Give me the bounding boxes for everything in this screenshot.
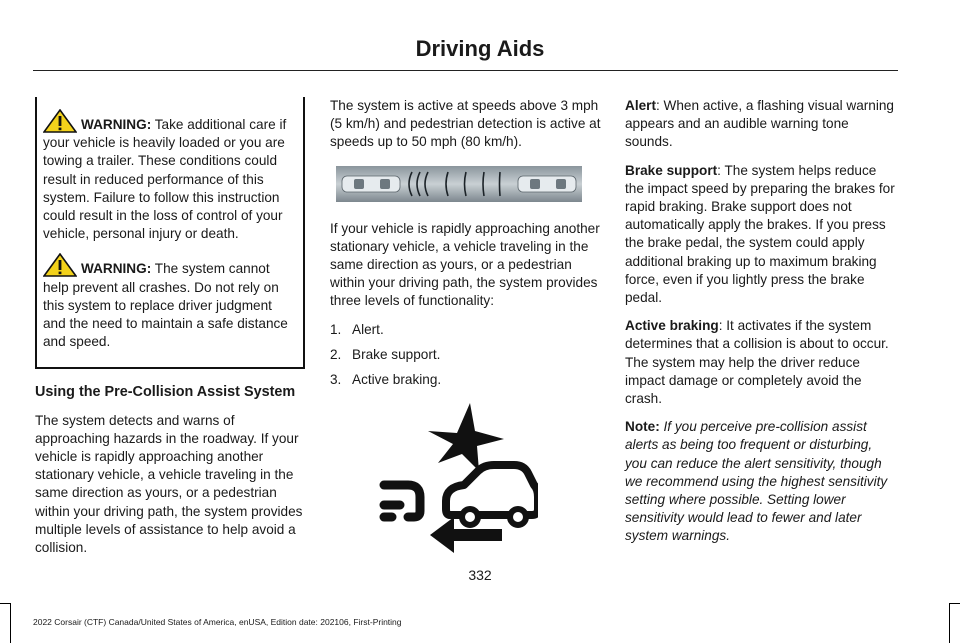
note-paragraph: Note: If you perceive pre-collision assist alerts as being too frequent or disturbing, you can reduce the alert sensitivity, though we recommend using the highest sensitivity setting where possible. Setting lower sensitivity would lead to fewer and later system warnings.	[625, 419, 888, 544]
section-heading: Using the Pre-Collision Assist System	[35, 384, 296, 401]
page-number: 332	[468, 567, 492, 583]
page-title: Driving Aids	[415, 36, 545, 61]
body-paragraph: The system detects and warns of approaching hazards in the roadway. If your vehicle is rapidly approaching another stationary vehicle, a vehicle traveling in the same direction as yours, or a pedestrian within your driving path, the system provides multiple levels of assistance to help avoid a collision.	[35, 412, 303, 556]
functionality-list	[330, 321, 602, 390]
warning-label: WARNING:	[81, 117, 152, 132]
list-item: 1. Alert.	[330, 321, 384, 337]
body-paragraph: The system is active at speeds above 3 mph (5 km/h) and pedestrian detection is active at speeds up to 50 mph (80 km/h).	[330, 98, 601, 150]
alert-paragraph: Alert: When active, a flashing visual warning appears and an audible warning tone sounds.	[625, 98, 894, 150]
warning-text: Take additional care if your vehicle is heavily loaded or you are towing a trailer. These conditions could result in reduced performance of this system. Failure to follow this instruction could result in the loss of control of your vehicle, personal injury or death.	[43, 117, 287, 242]
radar-detection-illustration	[336, 166, 582, 202]
warning-box-load	[35, 97, 305, 369]
own-vehicle-icon	[446, 465, 538, 515]
collision-warning-icon	[378, 401, 538, 553]
crop-mark	[949, 603, 950, 643]
crop-mark	[0, 603, 10, 604]
active-braking-paragraph: Active braking: It activates if the system determines that a collision is about to occur. The system may help the driver reduce impact damage or completely avoid the crash.	[625, 318, 889, 407]
column-left	[35, 97, 305, 567]
edition-footer: 2022 Corsair (CTF) Canada/United States of America, enUSA, Edition date: 202106, First-Printing	[33, 617, 402, 627]
warning-label: WARNING:	[81, 261, 152, 277]
impact-star-icon	[428, 403, 504, 471]
warning-text: The system cannot help prevent all crashes. Do not rely on this system to replace driver judgment and the need to maintain a safe distance and speed.	[43, 261, 288, 350]
list-item: 2. Brake support.	[330, 346, 441, 362]
list-item: 3. Active braking.	[330, 372, 442, 388]
warning-triangle-icon	[43, 253, 77, 277]
header-divider	[33, 70, 898, 71]
warning-triangle-icon	[43, 109, 77, 133]
leading-vehicle-icon	[384, 485, 420, 517]
crop-mark	[10, 603, 11, 643]
crop-mark	[950, 603, 960, 604]
brake-support-paragraph: Brake support: The system helps reduce the impact speed by preparing the brakes for rapid braking. Brake support does not automatically apply the brakes. If you press the brake pedal, the system could apply additional braking up to maximum braking force, even if you lightly press the brake pedal.	[625, 162, 895, 306]
warning-paragraph	[43, 253, 297, 351]
warning-paragraph	[43, 109, 297, 243]
column-middle	[330, 97, 602, 553]
body-paragraph: If your vehicle is rapidly approaching another stationary vehicle, a vehicle traveling in the same direction as yours, or a pedestrian within your driving path, the system provides three levels of functionality:	[330, 220, 600, 309]
column-right	[625, 97, 897, 556]
